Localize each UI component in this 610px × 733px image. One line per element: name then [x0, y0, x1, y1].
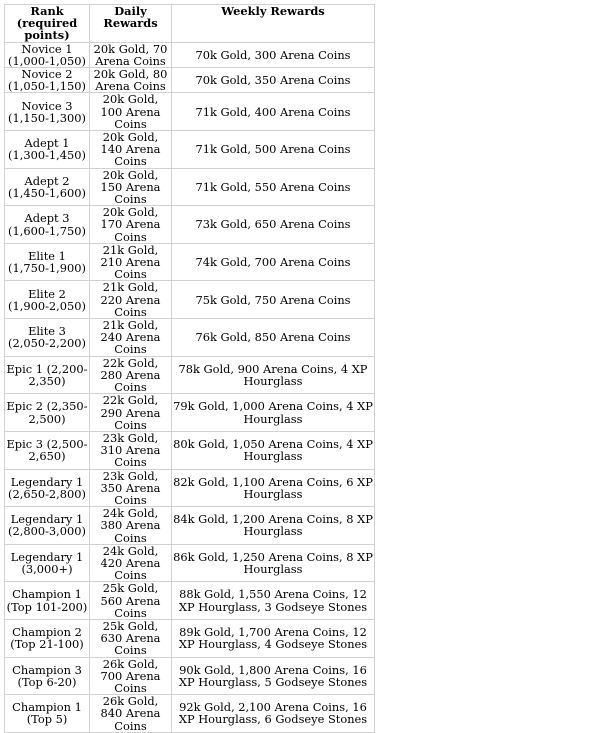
table-row	[5, 657, 375, 695]
header-rank: Rank (required points)	[5, 5, 90, 43]
rank-cell: Novice 2 (1,050-1,150)	[5, 68, 90, 93]
daily-rewards-cell: 22k Gold, 280 Arena Coins	[90, 356, 172, 394]
rank-cell: Epic 3 (2,500-2,650)	[5, 431, 90, 469]
table-body	[5, 42, 375, 732]
table-row	[5, 394, 375, 432]
rank-cell: Epic 2 (2,350-2,500)	[5, 394, 90, 432]
daily-rewards-cell: 26k Gold, 700 Arena Coins	[90, 657, 172, 695]
weekly-rewards-cell: 90k Gold, 1,800 Arena Coins, 16 XP Hourglass, 5 Godseye Stones	[172, 657, 375, 695]
rank-cell: Legendary 1 (2,650-2,800)	[5, 469, 90, 507]
rank-cell: Champion 2 (Top 21-100)	[5, 619, 90, 657]
weekly-rewards-cell: 89k Gold, 1,700 Arena Coins, 12 XP Hourglass, 4 Godseye Stones	[172, 619, 375, 657]
weekly-rewards-cell: 79k Gold, 1,000 Arena Coins, 4 XP Hourglass	[172, 394, 375, 432]
rank-cell: Elite 1 (1,750-1,900)	[5, 243, 90, 281]
weekly-rewards-cell: 86k Gold, 1,250 Arena Coins, 8 XP Hourglass	[172, 544, 375, 582]
weekly-rewards-cell: 71k Gold, 400 Arena Coins	[172, 93, 375, 131]
rank-cell: Elite 2 (1,900-2,050)	[5, 281, 90, 319]
daily-rewards-cell: 20k Gold, 100 Arena Coins	[90, 93, 172, 131]
weekly-rewards-cell: 78k Gold, 900 Arena Coins, 4 XP Hourglass	[172, 356, 375, 394]
rank-cell: Elite 3 (2,050-2,200)	[5, 319, 90, 357]
table-row	[5, 68, 375, 93]
weekly-rewards-cell: 84k Gold, 1,200 Arena Coins, 8 XP Hourglass	[172, 507, 375, 545]
daily-rewards-cell: 25k Gold, 560 Arena Coins	[90, 582, 172, 620]
rank-cell: Epic 1 (2,200-2,350)	[5, 356, 90, 394]
rank-cell: Adept 2 (1,450-1,600)	[5, 168, 90, 206]
weekly-rewards-cell: 80k Gold, 1,050 Arena Coins, 4 XP Hourglass	[172, 431, 375, 469]
daily-rewards-cell: 20k Gold, 70 Arena Coins	[90, 42, 172, 67]
header-weekly-rewards: Weekly Rewards	[172, 5, 375, 43]
table-row	[5, 42, 375, 67]
daily-rewards-cell: 26k Gold, 840 Arena Coins	[90, 695, 172, 733]
table-row	[5, 507, 375, 545]
table-row	[5, 168, 375, 206]
weekly-rewards-cell: 71k Gold, 500 Arena Coins	[172, 131, 375, 169]
table-row	[5, 281, 375, 319]
table-row	[5, 469, 375, 507]
rewards-table-container	[4, 4, 375, 733]
table-row	[5, 695, 375, 733]
weekly-rewards-cell: 88k Gold, 1,550 Arena Coins, 12 XP Hourglass, 3 Godseye Stones	[172, 582, 375, 620]
rank-cell: Champion 3 (Top 6-20)	[5, 657, 90, 695]
daily-rewards-cell: 23k Gold, 310 Arena Coins	[90, 431, 172, 469]
table-row	[5, 243, 375, 281]
daily-rewards-cell: 20k Gold, 150 Arena Coins	[90, 168, 172, 206]
table-row	[5, 431, 375, 469]
rank-cell: Legendary 1 (3,000+)	[5, 544, 90, 582]
daily-rewards-cell: 21k Gold, 240 Arena Coins	[90, 319, 172, 357]
rank-cell: Adept 3 (1,600-1,750)	[5, 206, 90, 244]
table-row	[5, 131, 375, 169]
daily-rewards-cell: 22k Gold, 290 Arena Coins	[90, 394, 172, 432]
rank-cell: Legendary 1 (2,800-3,000)	[5, 507, 90, 545]
rank-cell: Novice 3 (1,150-1,300)	[5, 93, 90, 131]
daily-rewards-cell: 21k Gold, 210 Arena Coins	[90, 243, 172, 281]
table-row	[5, 206, 375, 244]
weekly-rewards-cell: 73k Gold, 650 Arena Coins	[172, 206, 375, 244]
rank-cell: Champion 1 (Top 5)	[5, 695, 90, 733]
arena-rewards-table	[4, 4, 375, 733]
weekly-rewards-cell: 70k Gold, 300 Arena Coins	[172, 42, 375, 67]
daily-rewards-cell: 24k Gold, 380 Arena Coins	[90, 507, 172, 545]
weekly-rewards-cell: 70k Gold, 350 Arena Coins	[172, 68, 375, 93]
weekly-rewards-cell: 75k Gold, 750 Arena Coins	[172, 281, 375, 319]
rank-cell: Adept 1 (1,300-1,450)	[5, 131, 90, 169]
table-row	[5, 544, 375, 582]
weekly-rewards-cell: 74k Gold, 700 Arena Coins	[172, 243, 375, 281]
table-row	[5, 582, 375, 620]
table-row	[5, 619, 375, 657]
table-header-row	[5, 5, 375, 43]
rank-cell: Novice 1 (1,000-1,050)	[5, 42, 90, 67]
daily-rewards-cell: 25k Gold, 630 Arena Coins	[90, 619, 172, 657]
daily-rewards-cell: 24k Gold, 420 Arena Coins	[90, 544, 172, 582]
daily-rewards-cell: 20k Gold, 140 Arena Coins	[90, 131, 172, 169]
table-row	[5, 93, 375, 131]
weekly-rewards-cell: 76k Gold, 850 Arena Coins	[172, 319, 375, 357]
table-row	[5, 356, 375, 394]
weekly-rewards-cell: 82k Gold, 1,100 Arena Coins, 6 XP Hourglass	[172, 469, 375, 507]
weekly-rewards-cell: 71k Gold, 550 Arena Coins	[172, 168, 375, 206]
table-row	[5, 319, 375, 357]
daily-rewards-cell: 20k Gold, 80 Arena Coins	[90, 68, 172, 93]
daily-rewards-cell: 23k Gold, 350 Arena Coins	[90, 469, 172, 507]
daily-rewards-cell: 21k Gold, 220 Arena Coins	[90, 281, 172, 319]
rank-cell: Champion 1 (Top 101-200)	[5, 582, 90, 620]
header-daily-rewards: Daily Rewards	[90, 5, 172, 43]
daily-rewards-cell: 20k Gold, 170 Arena Coins	[90, 206, 172, 244]
weekly-rewards-cell: 92k Gold, 2,100 Arena Coins, 16 XP Hourglass, 6 Godseye Stones	[172, 695, 375, 733]
